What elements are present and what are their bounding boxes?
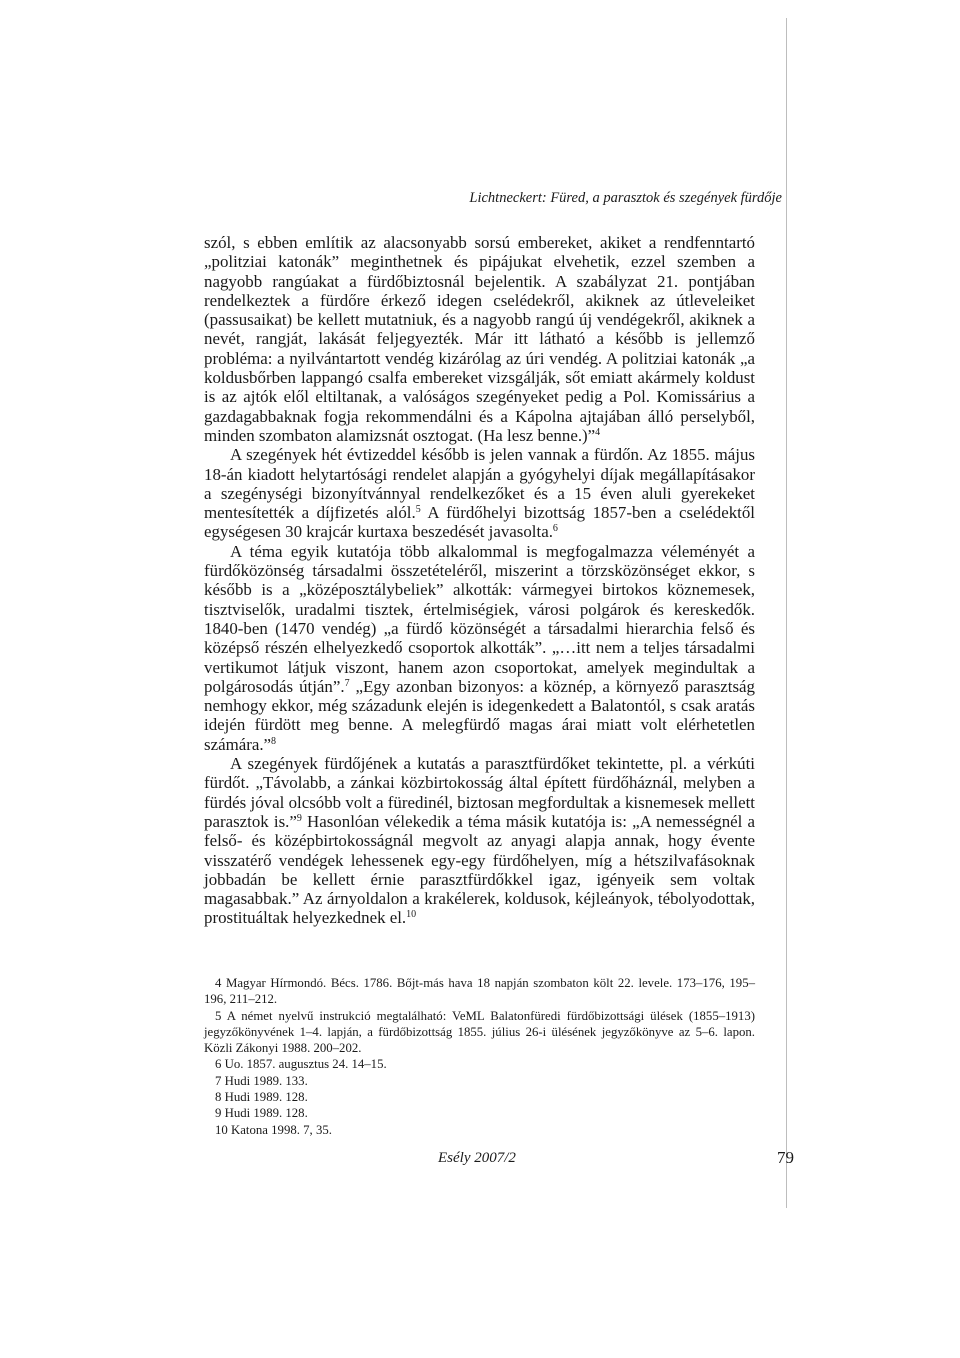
footnote-reference: 8 bbox=[271, 735, 277, 747]
footnote-reference: 5 bbox=[415, 504, 421, 516]
body-paragraph bbox=[204, 754, 755, 928]
paragraph-text: szól, s ebben említik az alacsonyabb sorsú embereket, akiket a rendfenntartó „politziai katonák” meginthetnek és pipájukat elvehetik, ezzel szemben a nagyobb rangúakat a fürdőbiztosnál bejelentik. A szabályzat 21. pontjában rendelkeztek a fürdőre érkező idegen cselédekről, akiknek az útleveleiket (passusaikat) be kellett mutatniuk, és a nagyobb rangú új vendégekről, akiknek a nevét, rangját, lakását feljegyezték. Már itt látható a később is jellemző probléma: a nyilvántartott vendég kizárólag az úri vendég. A politziai katonák „a koldusbőrben lappangó csalfa embereket vizsgálják, sőt emiatt akármely koldust is az ajtók elől eltiltanak, a valóságos szegényeket pedig a Pol. Komissárius a gazdagabbaknak fogja rekommendálni és a Kápolna ajtajában álló perselyből, minden szombaton alamizsnát osztogat. (Ha lesz benne.)” bbox=[204, 233, 755, 445]
footnote-reference: 9 bbox=[296, 812, 302, 824]
paragraph-text: „Egy azonban bizonyos: a köznép, a környező parasztság nemhogy ekkor, még századunk elején is idegenkedett a Balatontól, s csak aratás idején fürdött meg benne. A melegfürdő magas árai miatt volt elérhetetlen számára.” bbox=[204, 676, 755, 754]
footnote-reference: 4 bbox=[595, 426, 601, 438]
page-number: 79 bbox=[777, 1148, 794, 1167]
body-paragraph bbox=[204, 542, 755, 754]
footnote-reference: 6 bbox=[552, 523, 558, 535]
footnotes bbox=[204, 975, 755, 1138]
footnote: 5 A német nyelvű instrukció megtalálható: VeML Balatonfüredi fürdőbizottsági ülések (1855–1913) jegyzőkönyvének 1–4. lapján, a fürdőbizottság 1855. július 26-i ülésének jegyzőkönyve az 5–6. lapon. Közli Zákonyi 1988. 200–202. bbox=[204, 1008, 755, 1056]
body-paragraph bbox=[204, 445, 755, 541]
footnote: 10 Katona 1998. 7, 35. bbox=[215, 1122, 332, 1137]
article-body bbox=[204, 233, 755, 928]
paragraph-text: A szegények fürdőjének a kutatás a parasztfürdőket tekintette, pl. a vérkúti fürdőt. „Távolabb, a zánkai közbirtokosság által épített fürdőháznál, melyben a fürdés jóval olcsóbb volt a füredinél, biztosan megfordultak a kisnemesek mellett parasztok is.” bbox=[204, 754, 755, 831]
footnote-reference: 10 bbox=[406, 909, 417, 921]
body-paragraph bbox=[204, 233, 755, 445]
paragraph-text: A fürdőhelyi bizottság 1857-ben a cselédektől egységesen 30 krajcár kurtaxa beszedését javasolta. bbox=[204, 503, 755, 542]
footer-journal: Esély 2007/2 bbox=[438, 1150, 516, 1166]
footnote: 9 Hudi 1989. 128. bbox=[215, 1106, 308, 1121]
footnote: 4 Magyar Hírmondó. Bécs. 1786. Bőjt-más hava 18 napján szombaton költ 22. levele. 173–176, 195–196, 211–212. bbox=[204, 976, 755, 1007]
footnote: 8 Hudi 1989. 128. bbox=[215, 1090, 308, 1105]
paragraph-text: A szegények hét évtizeddel később is jelen vannak a fürdőn. Az 1855. május 18-án kiadott helytartósági rendelet alapján a gyógyhelyi díjak megállapításakor a szegénységi bizonyítvánnyal rendelkezőket és a 15 éven aluli gyerekeket mentesítették a díjfizetés alól. bbox=[204, 445, 755, 523]
running-head: Lichtneckert: Füred, a parasztok és szegények fürdője bbox=[469, 190, 782, 206]
footnote-reference: 7 bbox=[344, 677, 350, 689]
footnote: 6 Uo. 1857. augusztus 24. 14–15. bbox=[215, 1057, 387, 1072]
paragraph-text: Hasonlóan vélekedik a téma másik kutatója is: „A nemességnél a felső- és középbirtokosságnál megvolt az anyagi alapja annak, hogy évente visszatérő vendégek lehessenek egy-egy fürdőhelyen, míg a hétszilvafásoknak jobbadán be kellett érnie parasztfürdőkkel igaz, igényeik sem voltak magasabbak.” Az árnyoldalon a krakélerek, koldusok, kéjleányok, tébolyodottak, prostituáltak helyezkednek el. bbox=[204, 811, 755, 928]
paragraph-text: A téma egyik kutatója több alkalommal is megfogalmazza véleményét a fürdőközönség társadalmi összetételéről, miszerint a törzsközönséget ekkor, s később is a „középosztálybeliek” alkották: vármegyei birtokos köznemesek, tisztviselők, uradalmi tisztek, értelmiségiek, városi polgárok és kereskedők. 1840-ben (1470 vendég) „a fürdő közönségét a társadalmi hierarchia felső és középső részén elhelyezkedő csoportok alkották”. „…itt nem a teljes társadalmi vertikumot látjuk viszont, hanem azon csoportokat, amelyek megindultak a polgárosodás útján”. bbox=[204, 541, 755, 696]
margin-rule bbox=[786, 18, 787, 1208]
footnote: 7 Hudi 1989. 133. bbox=[215, 1073, 308, 1088]
